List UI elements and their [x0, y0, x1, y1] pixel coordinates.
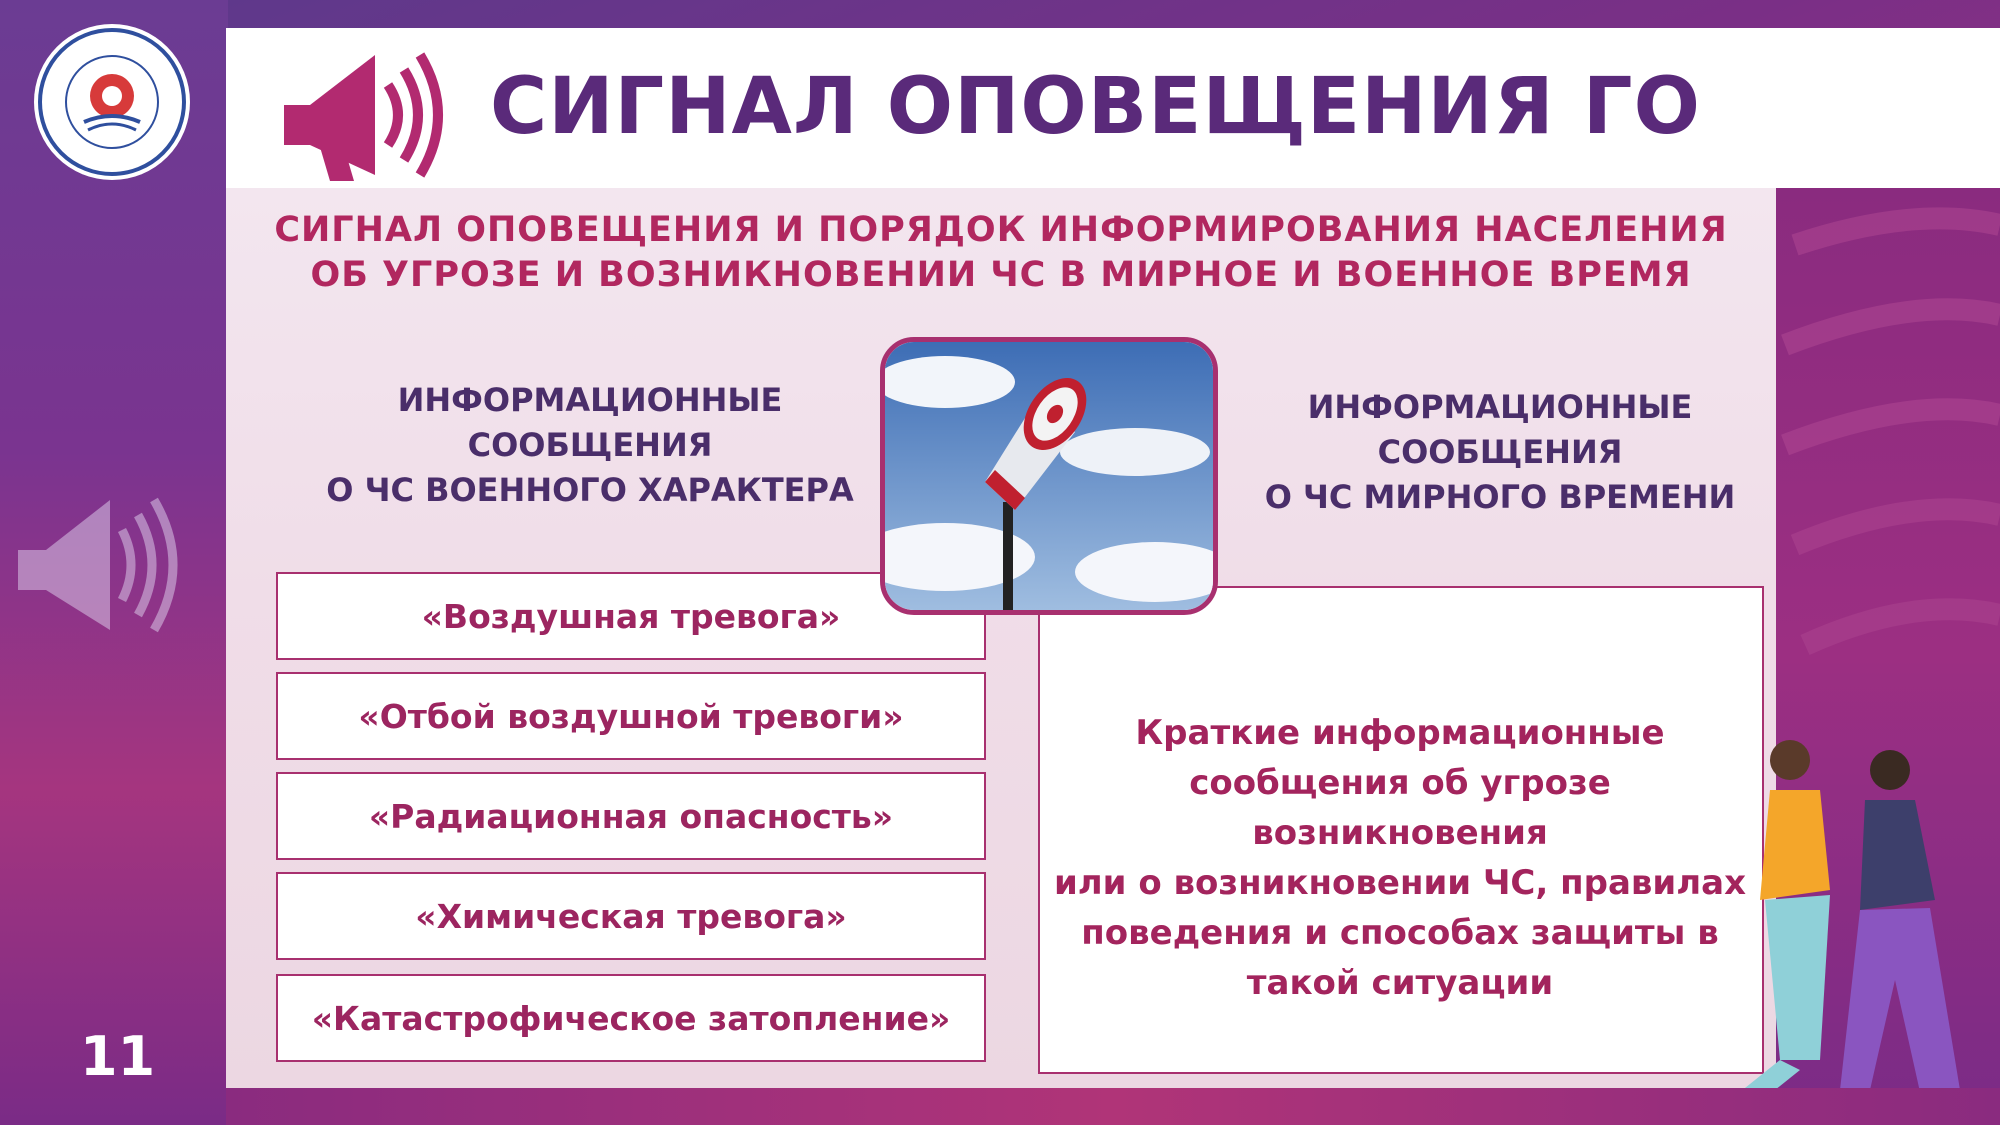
- heading-line: ИНФОРМАЦИОННЫЕ: [397, 381, 783, 419]
- signal-box-radiation: [276, 772, 986, 860]
- page-title: СИГНАЛ ОПОВЕЩЕНИЯ ГО: [490, 62, 1701, 152]
- signal-label: «Катастрофическое затопление»: [311, 998, 951, 1038]
- slide-subtitle: [226, 208, 1776, 298]
- heading-line: О ЧС ВОЕННОГО ХАРАКТЕРА: [326, 471, 854, 509]
- page-number: 11: [80, 1025, 156, 1088]
- info-line: или о возникновении ЧС, правилах: [1053, 863, 1747, 903]
- subtitle-line: ОБ УГРОЗЕ И ВОЗНИКНОВЕНИИ ЧС В МИРНОЕ И ВОЕННОЕ ВРЕМЯ: [310, 255, 1692, 295]
- walking-people-illustration: [1670, 730, 2000, 1125]
- info-line: такой ситуации: [1246, 963, 1554, 1003]
- info-line: поведения и способах защиты в: [1081, 913, 1719, 953]
- megaphone-icon: [280, 35, 460, 185]
- info-line: сообщения об угрозе возникновения: [1189, 763, 1611, 853]
- megaphone-photo: [880, 337, 1218, 615]
- peace-time-info-text: [1040, 708, 1760, 1008]
- megaphone-outline-icon: [10, 470, 210, 640]
- signal-label: «Воздушная тревога»: [421, 596, 841, 636]
- signal-box-chemical: [276, 872, 986, 960]
- heading-line: СООБЩЕНИЯ: [1377, 433, 1623, 471]
- heading-line: ИНФОРМАЦИОННЫЕ: [1307, 388, 1693, 426]
- signal-label: «Радиационная опасность»: [368, 796, 894, 836]
- signal-label: «Химическая тревога»: [415, 896, 847, 936]
- left-column-heading: [290, 378, 890, 513]
- subtitle-line: СИГНАЛ ОПОВЕЩЕНИЯ И ПОРЯДОК ИНФОРМИРОВАНИЯ НАСЕЛЕНИЯ: [274, 210, 1728, 250]
- heading-line: СООБЩЕНИЯ: [467, 426, 713, 464]
- org-logo: [32, 22, 192, 182]
- signal-label: «Отбой воздушной тревоги»: [358, 696, 904, 736]
- heading-line: О ЧС МИРНОГО ВРЕМЕНИ: [1264, 478, 1736, 516]
- signal-box-flood: [276, 974, 986, 1062]
- signal-box-all-clear: [276, 672, 986, 760]
- right-column-heading: [1200, 385, 1800, 520]
- bottom-strip: [226, 1088, 2000, 1125]
- info-line: Краткие информационные: [1135, 713, 1665, 753]
